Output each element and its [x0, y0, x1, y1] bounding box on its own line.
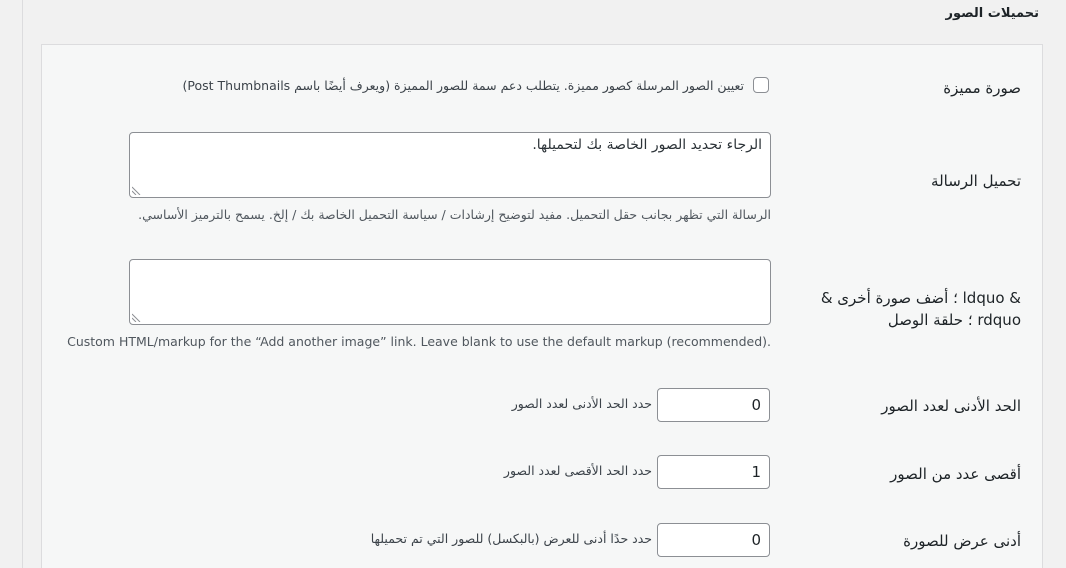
left-divider [22, 0, 23, 568]
featured-image-checkbox-label[interactable]: تعيين الصور المرسلة كصور مميزة. يتطلب دعم سمة للصور المميزة (ويعرف أيضًا باسم Post Thumbnails) [182, 78, 744, 93]
min-images-label: الحد الأدنى لعدد الصور [881, 397, 1021, 415]
upload-message-value: الرجاء تحديد الصور الخاصة بك لتحميلها. [532, 137, 762, 153]
add-another-textarea[interactable] [129, 259, 771, 325]
section-title: تحميلات الصور [945, 6, 1039, 21]
resize-grip-icon[interactable] [132, 313, 141, 322]
upload-message-label: تحميل الرسالة [931, 172, 1021, 190]
min-width-input[interactable]: 0 [657, 523, 770, 557]
min-images-description: حدد الحد الأدنى لعدد الصور [511, 396, 652, 411]
max-images-input[interactable]: 1 [657, 455, 770, 489]
min-width-label: أدنى عرض للصورة [903, 532, 1021, 550]
max-images-label: أقصى عدد من الصور [890, 465, 1021, 483]
add-another-label-line2: rdquo ؛ حلقة الوصل [887, 311, 1021, 329]
resize-grip-icon[interactable] [132, 186, 141, 195]
min-width-description: حدد حدًا أدنى للعرض (بالبكسل) للصور التي تم تحميلها [370, 531, 652, 546]
add-another-description: Custom HTML/markup for the “Add another image” link. Leave blank to use the default markup (recommended). [67, 334, 771, 349]
add-another-label [821, 287, 1021, 331]
upload-message-description: الرسالة التي تظهر بجانب حقل التحميل. مفيد لتوضيح إرشادات / سياسة التحميل الخاصة بك / إلخ. يسمح بالترميز الأساسي. [138, 207, 771, 222]
upload-message-textarea[interactable] [129, 132, 771, 198]
featured-image-label: صورة مميزة [943, 79, 1021, 97]
add-another-label-line1: & ldquo ؛ أضف صورة أخرى & [820, 289, 1021, 307]
featured-image-checkbox[interactable] [753, 77, 769, 93]
min-images-input[interactable]: 0 [657, 388, 770, 422]
max-images-description: حدد الحد الأقصى لعدد الصور [503, 463, 652, 478]
